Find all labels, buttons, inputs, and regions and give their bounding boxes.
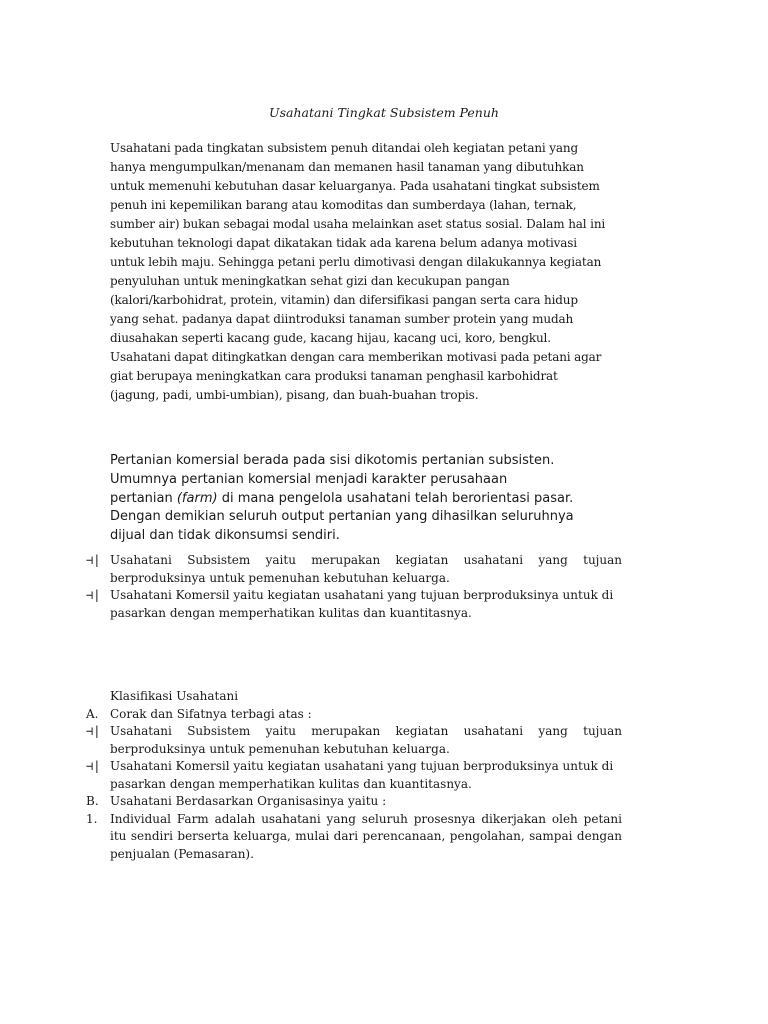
line-text: di mana pengelola usahatani telah berorientasi pasar. [217, 490, 574, 506]
paragraph-line: dijual dan tidak dikonsumsi sendiri. [110, 528, 340, 544]
list-item-line: Usahatani Komersil yaitu kegiatan usahatani yang tujuan berproduksinya untuk di [110, 588, 614, 602]
paragraph-line: (kalori/karbohidrat, protein, vitamin) dan difersifikasi pangan serta cara hidup [110, 293, 578, 307]
italic-term-farm: (farm) [176, 490, 218, 506]
paragraph-line: sumber air) bukan sebagai modal usaha melainkan aset status sosial. Dalam hal ini [110, 217, 606, 231]
list-item [86, 552, 626, 587]
list-item [86, 587, 626, 622]
bullet-marker-icon: ⊣| [86, 553, 101, 567]
list-item-line: Usahatani Berdasarkan Organisasinya yaitu : [110, 794, 387, 808]
bullet-list-usahatani-types [86, 552, 626, 622]
paragraph-line: hanya mengumpulkan/menanam dan memanen hasil tanaman yang dibutuhkan [110, 160, 584, 174]
list-item-line: penjualan (Pemasaran). [110, 846, 254, 861]
lettered-item-b [86, 793, 626, 811]
paragraph-line: penuh ini kepemilikan barang atau komoditas dan sumberdaya (lahan, ternak, [110, 198, 577, 212]
number-marker: 1. [86, 811, 98, 826]
list-item-line: Usahatani Subsistem yaitu merupakan kegiatan usahatani yang tujuan [110, 724, 622, 738]
list-item [86, 723, 626, 758]
paragraph-line [110, 490, 640, 509]
letter-marker: B. [86, 794, 99, 808]
paragraph-line: untuk lebih maju. Sehingga petani perlu dimotivasi dengan dilakukannya kegiatan [110, 255, 602, 269]
paragraph-line: (jagung, padi, umbi-umbian), pisang, dan buah-buahan tropis. [110, 388, 479, 402]
paragraph-line: Umumnya pertanian komersial menjadi karakter perusahaan [110, 471, 508, 487]
paragraph-line: Pertanian komersial berada pada sisi dikotomis pertanian subsisten. [110, 453, 555, 468]
paragraph-line: Usahatani pada tingkatan subsistem penuh ditandai oleh kegiatan petani yang [110, 141, 579, 155]
list-item-line: berproduksinya untuk pemenuhan kebutuhan keluarga. [110, 570, 450, 585]
bullet-marker-icon: ⊣| [86, 759, 101, 773]
letter-marker: A. [86, 706, 99, 721]
paragraph-line: yang sehat. padanya dapat diintroduksi tanaman sumber protein yang mudah [110, 312, 574, 326]
list-item-line: berproduksinya untuk pemenuhan kebutuhan keluarga. [110, 741, 450, 756]
list-item-line: Usahatani Subsistem yaitu merupakan kegiatan usahatani yang tujuan [110, 553, 622, 567]
list-item-line: Usahatani Komersil yaitu kegiatan usahatani yang tujuan berproduksinya untuk di [110, 759, 614, 773]
document-title: Usahatani Tingkat Subsistem Penuh [269, 105, 499, 120]
bullet-marker-icon: ⊣| [86, 724, 101, 738]
line-text: pertanian [110, 490, 177, 506]
list-item-line: Corak dan Sifatnya terbagi atas : [110, 706, 312, 721]
paragraph-line: untuk memenuhi kebutuhan dasar keluarganya. Pada usahatani tingkat subsistem [110, 179, 600, 193]
paragraph-line: Usahatani dapat ditingkatkan dengan cara memberikan motivasi pada petani agar [110, 350, 602, 364]
list-item-line: Individual Farm adalah usahatani yang seluruh prosesnya dikerjakan oleh petani [110, 811, 622, 826]
bullet-marker-icon: ⊣| [86, 588, 101, 602]
paragraph-pertanian-komersial [110, 452, 640, 546]
numbered-item-1 [86, 811, 626, 864]
paragraph-line: giat berupaya meningkatkan cara produksi tanaman penghasil karbohidrat [110, 369, 558, 383]
list-item [86, 758, 626, 793]
list-item-line: pasarkan dengan memperhatikan kulitas dan kuantitasnya. [110, 605, 472, 620]
list-item-line: pasarkan dengan memperhatikan kulitas dan kuantitasnya. [110, 776, 472, 791]
paragraph-line: penyuluhan untuk meningkatkan sehat gizi dan kecukupan pangan [110, 274, 510, 288]
paragraph-line: kebutuhan teknologi dapat dikatakan tidak ada karena belum adanya motivasi [110, 236, 577, 250]
paragraph-line: diusahakan seperti kacang gude, kacang hijau, kacang uci, koro, bengkul. [110, 331, 551, 345]
paragraph-line: Dengan demikian seluruh output pertanian yang dihasilkan seluruhnya [110, 509, 574, 525]
classification-section [86, 688, 626, 863]
lettered-item-a [86, 706, 626, 724]
list-item-line: itu sendiri berserta keluarga, mulai dari perencanaan, pengolahan, sampai dengan [110, 829, 622, 843]
section-heading: Klasifikasi Usahatani [110, 689, 239, 703]
paragraph-subsistem-penuh [110, 139, 630, 405]
